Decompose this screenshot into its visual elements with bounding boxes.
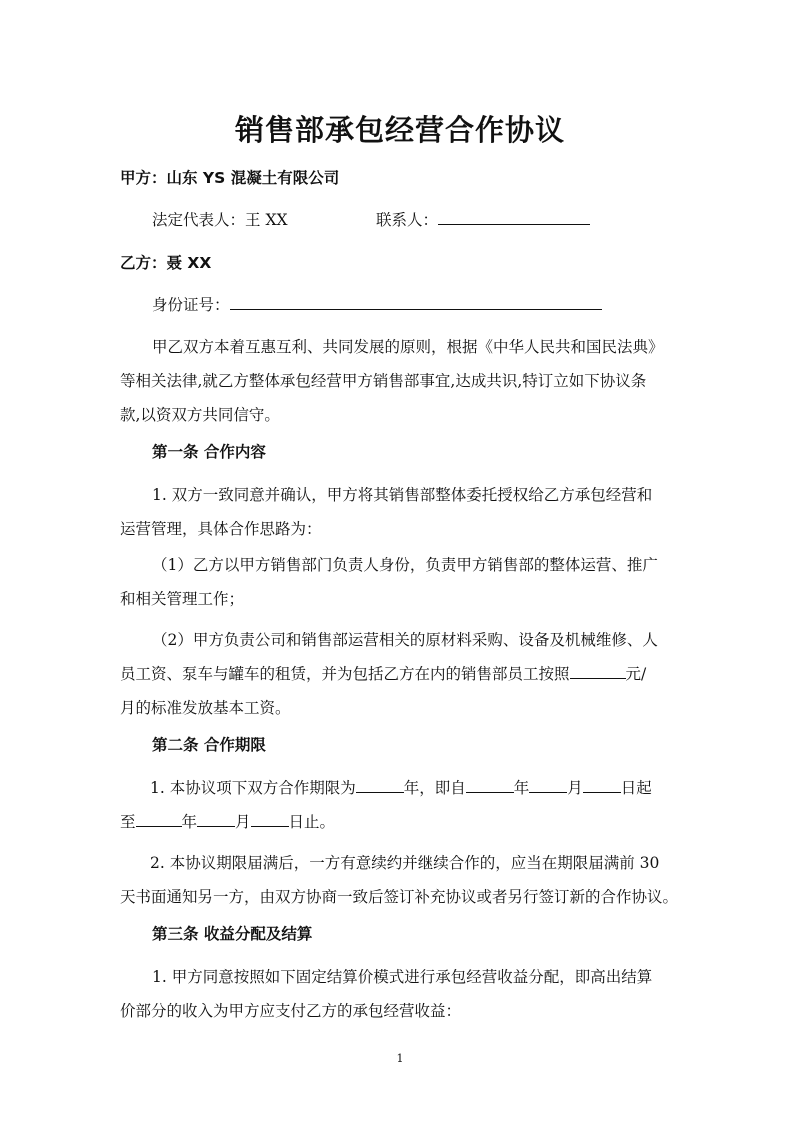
preamble-line-3: 款,以资双方共同信守。 [120, 406, 280, 424]
party-b-name: 聂 XX [166, 254, 212, 272]
document-title: 销售部承包经营合作协议 [234, 113, 565, 147]
sub-2-text-a: 员工资、泵车与罐车的租赁，并为包括乙方在内的销售部员工按照 [120, 665, 570, 683]
party-a-name: 山东 YS 混凝土有限公司 [166, 169, 340, 187]
id-label: 身份证号： [152, 296, 230, 314]
article-2-item-2-line-2: 天书面通知另一方，由双方协商一致后签订补充协议或者另行签订新的合作协议。 [120, 888, 679, 906]
legal-rep-name: 王 XX [245, 211, 288, 229]
article-1-item-1-line-2: 运营管理，具体合作思路为： [120, 520, 322, 538]
contact-blank [438, 209, 590, 225]
article-1-sub-2-line-2 [120, 662, 646, 684]
term-text-a: 1. 本协议项下双方合作期限为 [150, 779, 356, 797]
article-1-item-1-line-1: 1. 双方一致同意并确认，甲方将其销售部整体委托授权给乙方承包经营和 [152, 486, 653, 504]
page-number: 1 [396, 1052, 404, 1065]
article-1-sub-2-line-3: 月的标准发放基本工资。 [120, 699, 291, 717]
end-text-d: 日止。 [288, 813, 336, 831]
article-1-sub-1-line-1: （1）乙方以甲方销售部门负责人身份，负责甲方销售部的整体运营、推广 [152, 556, 658, 574]
id-number-blank [230, 294, 602, 310]
start-day-blank [583, 777, 621, 793]
article-1-sub-1-line-2: 和相关管理工作； [120, 590, 245, 608]
end-day-blank [251, 811, 289, 827]
end-year-blank [136, 811, 182, 827]
party-b-label: 乙方： [120, 254, 167, 272]
party-a-legal-rep-line [152, 208, 288, 230]
article-3-item-1-line-2: 价部分的收入为甲方应支付乙方的承包经营收益： [120, 1002, 462, 1020]
article-1-sub-2-line-1: （2）甲方负责公司和销售部运营相关的原材料采购、设备及机械维修、人 [152, 631, 658, 649]
article-3-item-1-line-1: 1. 甲方同意按照如下固定结算价模式进行承包经营收益分配，即高出结算 [152, 968, 653, 986]
end-text-b: 年 [181, 813, 198, 831]
end-month-blank [197, 811, 235, 827]
preamble-line-1: 甲乙双方本着互惠互利、共同发展的原则，根据《中华人民共和国民法典》 [152, 338, 664, 356]
term-text-d: 月 [567, 779, 583, 797]
article-2-item-1-line-1 [150, 776, 652, 798]
end-text-c: 月 [235, 813, 251, 831]
article-3-heading: 第三条 收益分配及结算 [152, 925, 313, 943]
party-a-contact-line [376, 208, 590, 230]
salary-blank [570, 663, 626, 679]
term-text-b: 年，即自 [403, 779, 466, 797]
article-2-heading: 第二条 合作期限 [152, 736, 266, 754]
article-2-item-1-line-2 [120, 810, 335, 832]
preamble-line-2: 等相关法律,就乙方整体承包经营甲方销售部事宜,达成共识,特订立如下协议条 [120, 372, 647, 390]
article-1-heading: 第一条 合作内容 [152, 443, 266, 461]
party-b-id-line [152, 293, 602, 315]
term-text-c: 年 [513, 779, 530, 797]
party-a-label: 甲方： [120, 169, 167, 187]
article-2-item-2-line-1: 2. 本协议期限届满后，一方有意续约并继续合作的，应当在期限届满前 30 [150, 854, 660, 872]
party-b-line [120, 251, 211, 273]
legal-rep-label: 法定代表人： [152, 211, 246, 229]
sub-2-text-b: 元/ [625, 665, 647, 683]
contact-label: 联系人： [376, 211, 439, 229]
term-text-e: 日起 [620, 779, 652, 797]
party-a-line [120, 166, 339, 188]
start-year-blank [466, 777, 514, 793]
end-text-a: 至 [120, 813, 136, 831]
term-years-blank [356, 777, 404, 793]
start-month-blank [529, 777, 567, 793]
